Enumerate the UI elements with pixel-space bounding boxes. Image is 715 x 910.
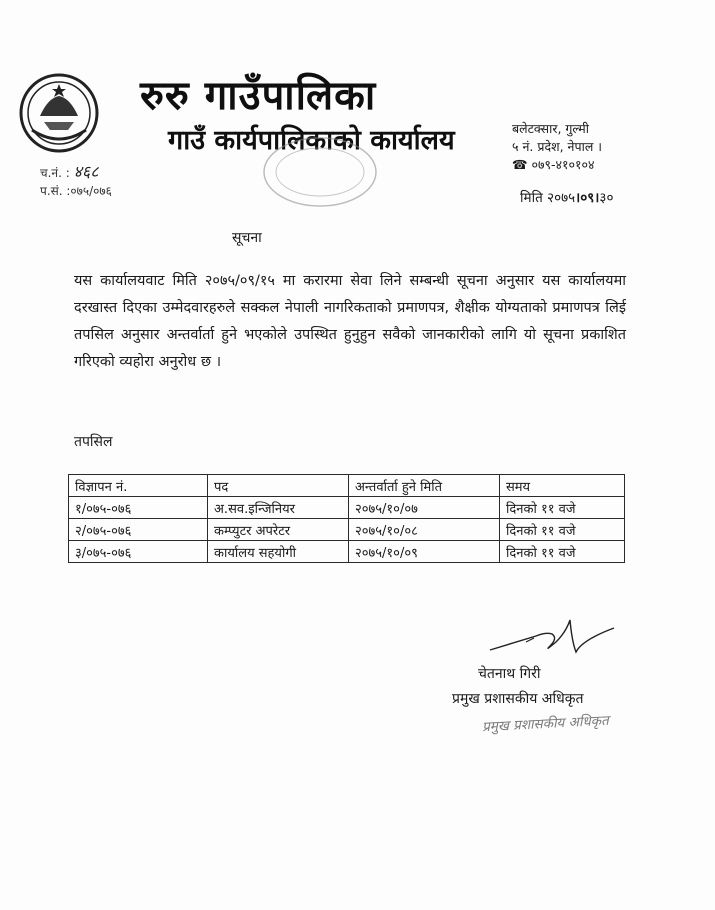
date-label: मिति २०७५: [520, 190, 576, 206]
schedule-label: तपसिल: [74, 434, 113, 450]
notice-heading: सूचना: [232, 230, 262, 246]
cell-interview-date: २०७५/१०/०८: [349, 519, 500, 541]
signatory-stamp: प्रमुख प्रशासकीय अधिकृत: [481, 712, 610, 736]
header-interview-date: अन्तर्वार्ता हुने मिति: [349, 475, 500, 497]
cell-interview-date: २०७५/१०/०७: [349, 497, 500, 519]
signature-icon: [486, 612, 618, 662]
signatory-name: चेतनाथ गिरी: [478, 666, 541, 682]
signatory-title: प्रमुख प्रशासकीय अधिकृत: [452, 691, 584, 707]
cell-advertisement-no: २/०७५-०७६: [69, 519, 208, 541]
table-header-row: [69, 475, 625, 497]
interview-schedule-table: [68, 474, 625, 563]
notice-date: [520, 188, 613, 206]
reference-block: [40, 163, 112, 200]
date-suffix: ३०: [599, 190, 614, 206]
fiscal-year: प.सं. :०७५/०७६: [40, 184, 112, 198]
notice-body: यस कार्यालयवाट मिति २०७५/०९/१५ मा करारमा सेवा लिने सम्बन्धी सूचना अनुसार यस कार्यालयमा दरखास्त दिएका उम्मेदवारहरुले सक्कल नेपाली नागरिकताको प्रमाणपत्र, शैक्षीक योग्यताको प्रमाणपत्र लिई तपसिल अनुसार अन्तर्वार्ता हुने भएकोले उपस्थित हुनुहुन सवैको जानकारीको लागि यो सूचना प्रकाशित गरिएको व्यहोरा अनुरोध छ ।: [74, 273, 626, 370]
cell-advertisement-no: १/०७५-०७६: [69, 497, 208, 519]
cell-interview-date: २०७५/१०/०९: [349, 541, 500, 563]
address-line-1: बलेटक्सार, गुल्मी: [512, 121, 590, 136]
table-row: [69, 519, 625, 541]
cell-advertisement-no: ३/०७५-०७६: [69, 541, 208, 563]
phone-number: ☎ ०७९-४१०१०४: [512, 157, 595, 172]
municipality-title: रुरु गाउँपालिका: [140, 73, 377, 119]
office-seal-icon: [260, 132, 380, 212]
cell-post: कार्यालय सहयोगी: [208, 541, 349, 563]
header-time: समय: [500, 475, 625, 497]
cell-time: दिनको ११ वजे: [500, 519, 625, 541]
date-handwritten: ।०९।: [575, 190, 600, 206]
reference-number-label: च.नं. :: [40, 166, 70, 180]
address-line-2: ५ नं. प्रदेश, नेपाल ।: [512, 139, 603, 154]
table-row: [69, 541, 625, 563]
office-address: [512, 120, 602, 174]
cell-post: कम्प्युटर अपरेटर: [208, 519, 349, 541]
cell-post: अ.सव.इन्जिनियर: [208, 497, 349, 519]
header-advertisement-no: विज्ञापन नं.: [69, 475, 208, 497]
header-post: पद: [208, 475, 349, 497]
reference-number-value: ४६८: [73, 162, 99, 181]
nepal-emblem-icon: [18, 72, 100, 154]
cell-time: दिनको ११ वजे: [500, 541, 625, 563]
office-subtitle: गाउँ कार्यपालिकाको कार्यालय: [168, 125, 455, 156]
cell-time: दिनको ११ वजे: [500, 497, 625, 519]
table-row: [69, 497, 625, 519]
